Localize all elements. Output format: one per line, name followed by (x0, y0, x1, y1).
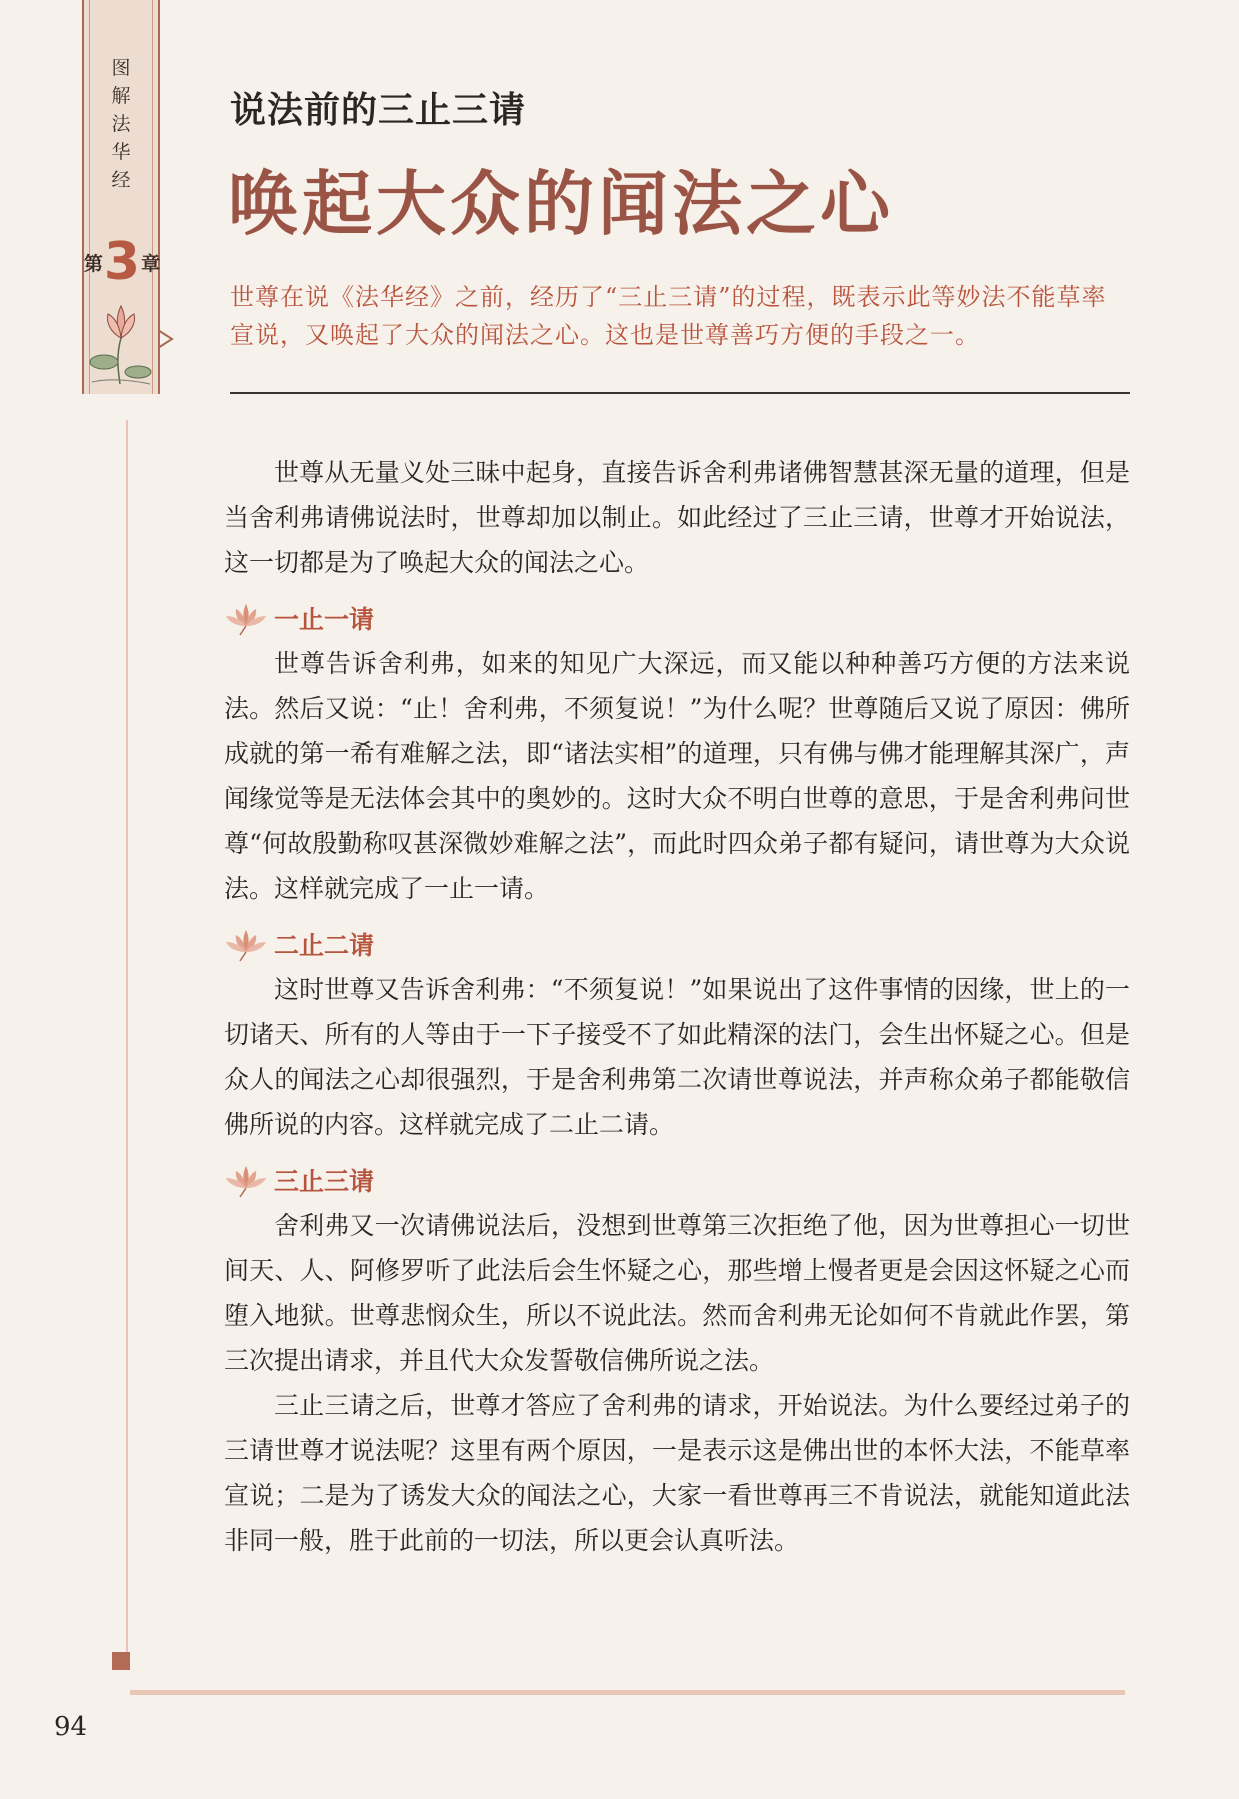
lotus-flower-icon (224, 1164, 268, 1198)
chapter-prefix: 第 (83, 252, 103, 275)
page-subtitle: 说法前的三止三请 (230, 90, 527, 131)
book-title-char: 解 (111, 85, 131, 107)
chapter-tab (82, 0, 160, 394)
section-heading-label: 二止二请 (274, 930, 375, 960)
closing-paragraph: 三止三请之后，世尊才答应了舍利弗的请求，开始说法。为什么要经过弟子的三请世尊才说法呢？这里有两个原因，一是表示这是佛出世的本怀大法，不能草率宣说；二是为了诱发大众的闻法之心，大家一看世尊再三不肯说法，就能知道此法非同一般，胜于此前的一切法，所以更会认真听法。 (224, 1391, 1130, 1555)
margin-line (126, 420, 128, 1660)
margin-square (112, 1652, 130, 1670)
section-heading (224, 923, 1130, 967)
bottom-rule (130, 1690, 1125, 1695)
section-heading-label: 三止三请 (274, 1166, 375, 1196)
intro-paragraph: 世尊在说《法华经》之前，经历了“三止三请”的过程，既表示此等妙法不能草率宣说，又唤起了大众的闻法之心。这也是世尊善巧方便的手段之一。 (230, 283, 1107, 349)
opening-paragraph: 世尊从无量义处三昧中起身，直接告诉舍利弗诸佛智慧甚深无量的道理，但是当舍利弗请佛说法时，世尊却加以制止。如此经过了三止三请，世尊才开始说法，这一切都是为了唤起大众的闻法之心。 (224, 458, 1130, 577)
section-heading (224, 597, 1130, 641)
book-title-char: 法 (111, 113, 131, 135)
section-paragraph: 世尊告诉舍利弗，如来的知见广大深远，而又能以种种善巧方便的方法来说法。然后又说：“止！舍利弗，不须复说！”为什么呢？世尊随后又说了原因：佛所成就的第一希有难解之法，即“诸法实相”的道理，只有佛与佛才能理解其深广，声闻缘觉等是无法体会其中的奥妙的。这时大众不明白世尊的意思，于是舍利弗问世尊“何故殷勤称叹甚深微妙难解之法”，而此时四众弟子都有疑问，请世尊为大众说法。这样就完成了一止一请。 (224, 649, 1130, 903)
chapter-number: 3 (103, 232, 141, 292)
lotus-flower-icon (224, 928, 268, 962)
body-text (224, 450, 1130, 1563)
book-title-char: 华 (111, 141, 131, 163)
chapter-label (83, 232, 161, 292)
page-number: 94 (54, 1712, 88, 1742)
book-title-char: 图 (111, 57, 131, 79)
chapter-suffix: 章 (141, 252, 161, 275)
lotus-flower-icon (224, 602, 268, 636)
lotus-plant-icon (88, 300, 154, 386)
page-title: 唤起大众的闻法之心 (228, 163, 894, 245)
tab-notch (158, 330, 178, 348)
section-heading-label: 一止一请 (274, 604, 375, 634)
section-paragraph: 舍利弗又一次请佛说法后，没想到世尊第三次拒绝了他，因为世尊担心一切世间天、人、阿修罗听了此法后会生怀疑之心，那些增上慢者更是会因这怀疑之心而堕入地狱。世尊悲悯众生，所以不说此法。然而舍利弗无论如何不肯就此作罢，第三次提出请求，并且代大众发誓敬信佛所说之法。 (224, 1211, 1130, 1375)
book-title-char: 经 (111, 169, 131, 191)
section-heading (224, 1159, 1130, 1203)
section-paragraph: 这时世尊又告诉舍利弗：“不须复说！”如果说出了这件事情的因缘，世上的一切诸天、所有的人等由于一下子接受不了如此精深的法门，会生出怀疑之心。但是众人的闻法之心却很强烈，于是舍利弗第二次请世尊说法，并声称众弟子都能敬信佛所说的内容。这样就完成了二止二请。 (224, 975, 1130, 1139)
book-title-vertical (84, 54, 158, 194)
title-divider (230, 392, 1130, 394)
